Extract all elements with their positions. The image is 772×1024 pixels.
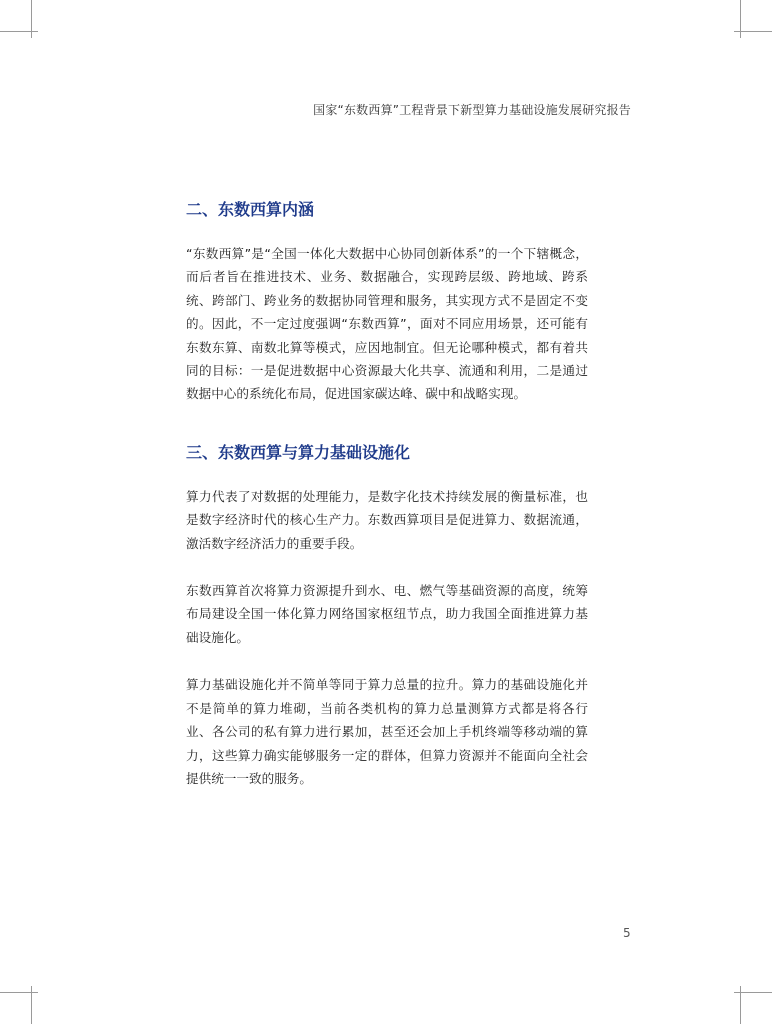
- paragraph: 算力代表了对数据的处理能力，是数字化技术持续发展的衡量标准，也是数字经济时代的核心生产力。东数西算项目是促进算力、数据流通，激活数字经济活力的重要手段。: [186, 488, 588, 551]
- crop-mark: [740, 0, 741, 38]
- section-title: 三、东数西算与算力基础设施化: [186, 442, 411, 462]
- page-number: 5: [623, 926, 631, 940]
- paragraph: “东数西算”是“全国一体化大数据中心协同创新体系”的一个下辖概念，而后者旨在推进技术、业务、数据融合，实现跨层级、跨地域、跨系统、跨部门、跨业务的数据协同管理和服务，其实现方式不是固定不变的。因此，不一定过度强调“东数西算”，面对不同应用场景，还可能有东数东算、南数北算等模式，应因地制宜。但无论哪种模式，都有着共同的目标：一是促进数据中心资源最大化共享、流通和利用，二是通过数据中心的系统化布局，促进国家碳达峰、碳中和战略实现。: [186, 246, 588, 402]
- crop-mark: [31, 0, 32, 38]
- main-content: [186, 196, 588, 790]
- crop-mark: [734, 992, 772, 993]
- running-header: 国家“东数西算”工程背景下新型算力基础设施发展研究报告: [313, 103, 631, 117]
- crop-mark: [0, 31, 38, 32]
- paragraph: 算力基础设施化并不简单等同于算力总量的拉升。算力的基础设施化并不是简单的算力堆砌，当前各类机构的算力总量测算方式都是将各行业、各公司的私有算力进行累加，甚至还会加上手机终端等移动端的算力，这些算力确实能够服务一定的群体，但算力资源并不能面向全社会提供统一一致的服务。: [186, 677, 588, 786]
- crop-mark: [0, 992, 38, 993]
- section-title: 二、东数西算内涵: [186, 200, 315, 219]
- crop-mark: [734, 31, 772, 32]
- paragraph: 东数西算首次将算力资源提升到水、电、燃气等基础资源的高度，统筹布局建设全国一体化算力网络国家枢纽节点，助力我国全面推进算力基础设施化。: [186, 583, 588, 645]
